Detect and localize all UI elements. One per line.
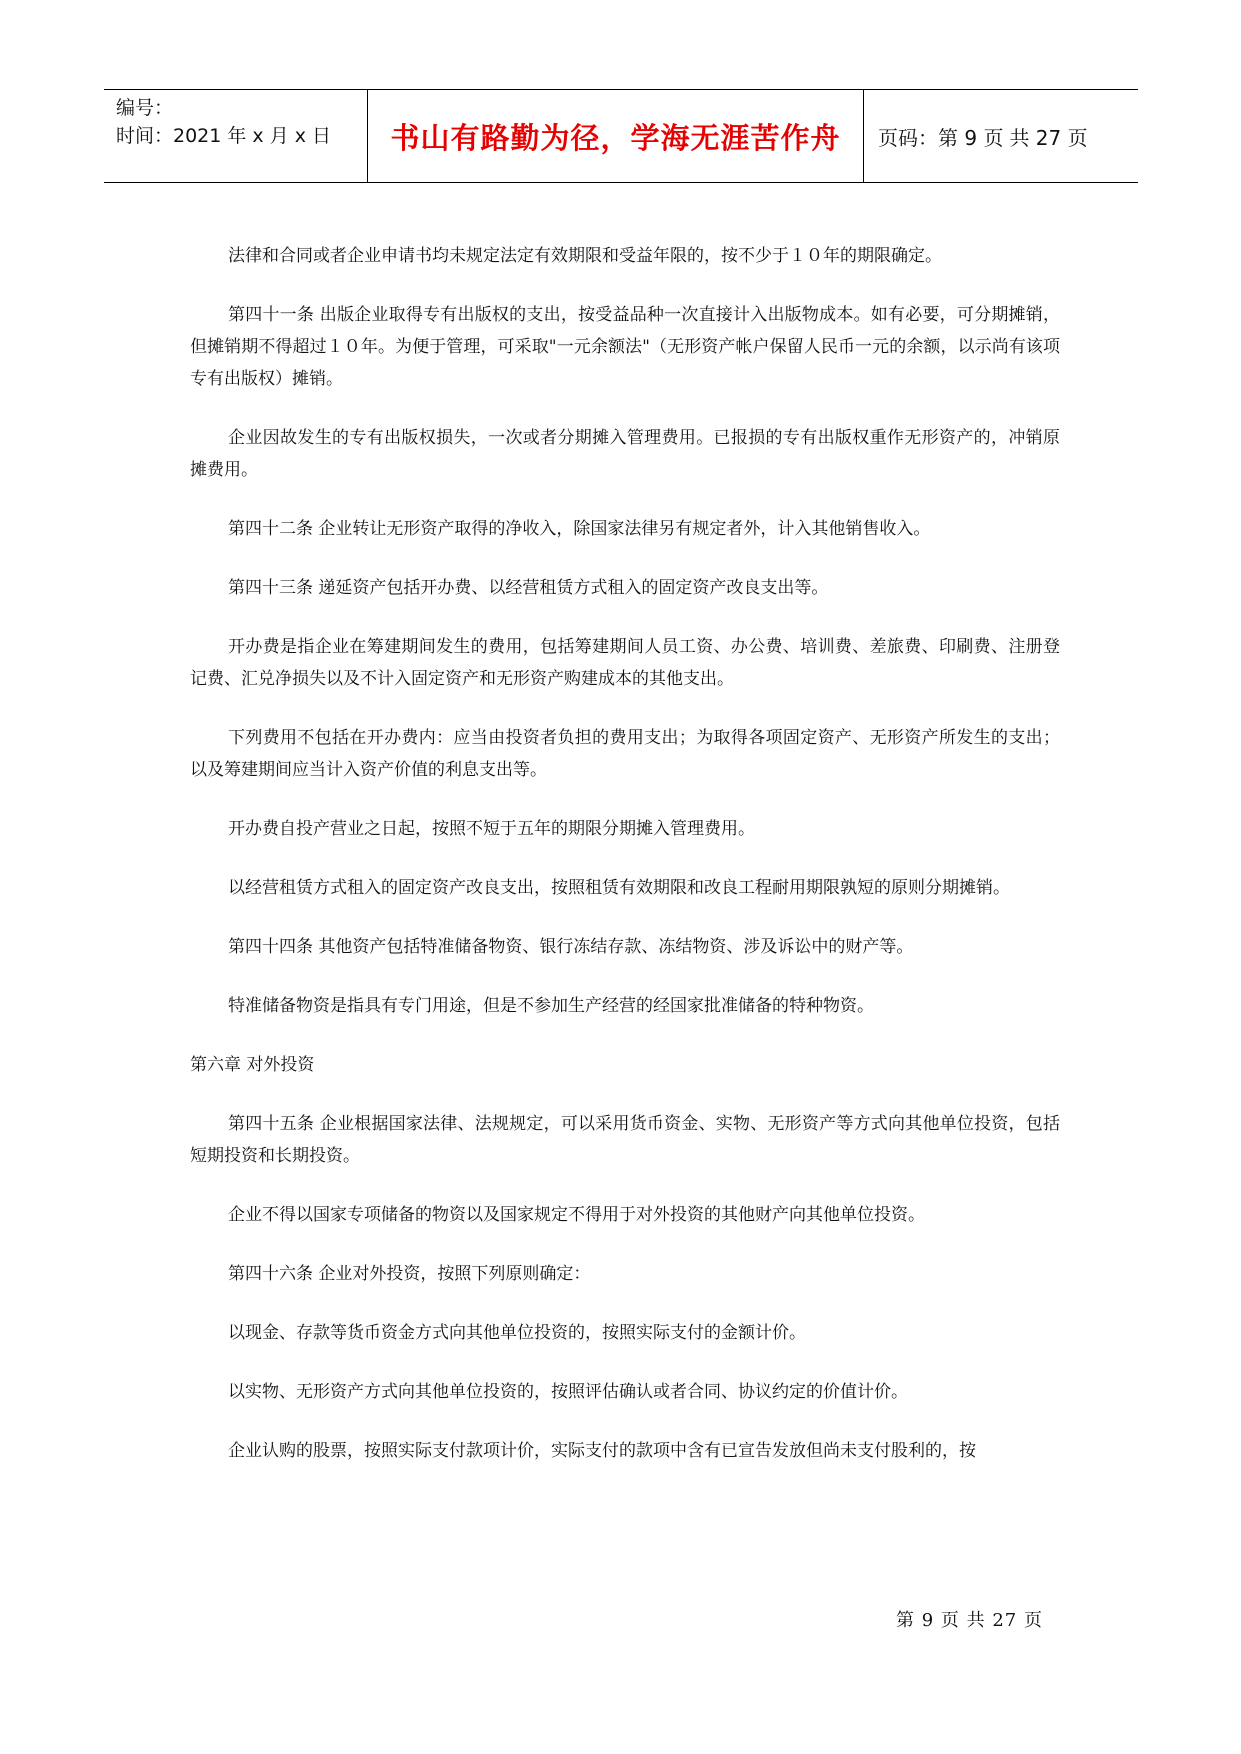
- paragraph: 第四十四条 其他资产包括特准储备物资、银行冻结存款、冻结物资、涉及诉讼中的财产等。: [228, 937, 914, 957]
- paragraph: 下列费用不包括在开办费内：应当由投资者负担的费用支出；为取得各项固定资产、无形资产所发生的支出；以及筹建期间应当计入资产价值的利息支出等。: [190, 728, 1060, 780]
- paragraph: 企业不得以国家专项储备的物资以及国家规定不得用于对外投资的其他财产向其他单位投资。: [228, 1205, 925, 1225]
- document-body: [190, 240, 1060, 1494]
- paragraph: 第四十三条 递延资产包括开办费、以经营租赁方式租入的固定资产改良支出等。: [228, 578, 829, 598]
- page-footer: 第 9 页 共 27 页: [896, 1610, 1043, 1631]
- paragraph: 企业认购的股票，按照实际支付款项计价，实际支付的款项中含有已宣告发放但尚未支付股利的，按: [228, 1441, 976, 1461]
- header-motto-cell: [368, 90, 864, 182]
- paragraph: 特准储备物资是指具有专门用途，但是不参加生产经营的经国家批准储备的特种物资。: [228, 996, 874, 1016]
- document-header: [104, 89, 1138, 183]
- header-page-cell: [864, 90, 1138, 182]
- paragraph: 以实物、无形资产方式向其他单位投资的，按照评估确认或者合同、协议约定的价值计价。: [228, 1382, 908, 1402]
- chapter-heading: 第六章 对外投资: [190, 1055, 315, 1075]
- paragraph: 以现金、存款等货币资金方式向其他单位投资的，按照实际支付的金额计价。: [228, 1323, 806, 1343]
- document-number-label: 编号：: [116, 97, 174, 119]
- header-total-pages: 共 27 页: [1009, 125, 1088, 150]
- paragraph: 法律和合同或者企业申请书均未规定法定有效期限和受益年限的，按不少于１０年的期限确定。: [228, 246, 942, 266]
- paragraph: 开办费自投产营业之日起，按照不短于五年的期限分期摊入管理费用。: [228, 819, 755, 839]
- paragraph: 第四十二条 企业转让无形资产取得的净收入，除国家法律另有规定者外，计入其他销售收入。: [228, 519, 931, 539]
- paragraph: 第四十六条 企业对外投资，按照下列原则确定：: [228, 1264, 591, 1284]
- document-time-label: 时间：2021 年 x 月 x 日: [116, 125, 332, 147]
- paragraph: 第四十一条 出版企业取得专有出版权的支出，按受益品种一次直接计入出版物成本。如有必要，可分期摊销，但摊销期不得超过１０年。为便于管理，可采取"一元余额法"（无形资产帐户保留人民币一元的余额，以示尚有该项专有出版权）摊销。: [190, 305, 1060, 389]
- header-info-cell: [104, 90, 368, 182]
- paragraph: 开办费是指企业在筹建期间发生的费用，包括筹建期间人员工资、办公费、培训费、差旅费、印刷费、注册登记费、汇兑净损失以及不计入固定资产和无形资产购建成本的其他支出。: [190, 637, 1060, 689]
- paragraph: 第四十五条 企业根据国家法律、法规规定，可以采用货币资金、实物、无形资产等方式向其他单位投资，包括短期投资和长期投资。: [190, 1114, 1060, 1166]
- paragraph: 企业因故发生的专有出版权损失，一次或者分期摊入管理费用。已报损的专有出版权重作无形资产的，冲销原摊费用。: [190, 428, 1060, 480]
- header-motto: 书山有路勤为径，学海无涯苦作舟: [390, 120, 841, 155]
- header-page-number: 页码：第 9 页: [878, 125, 1004, 150]
- paragraph: 以经营租赁方式租入的固定资产改良支出，按照租赁有效期限和改良工程耐用期限孰短的原则分期摊销。: [228, 878, 1010, 898]
